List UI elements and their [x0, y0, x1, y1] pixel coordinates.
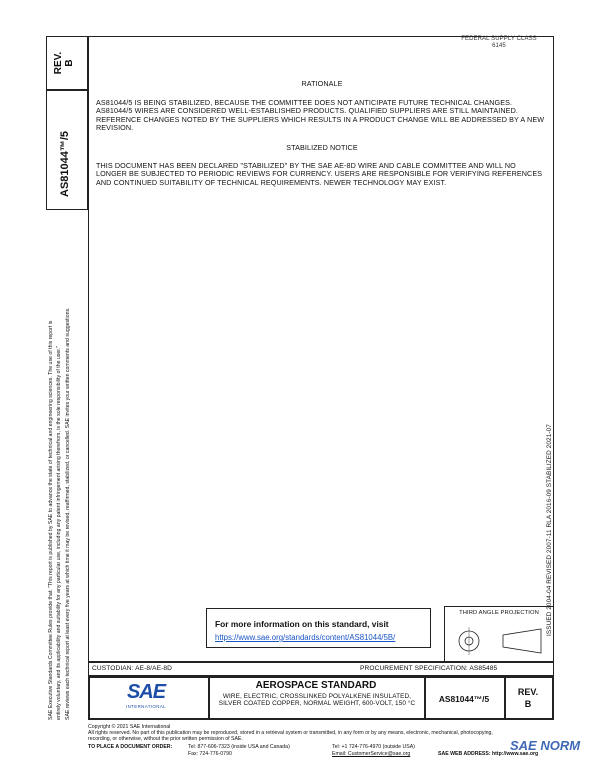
rights-line: All rights reserved. No part of this publication may be reproduced, stored in a retrieval system or transmitted, in any form or by any means, electronic, mechanical, photocopying, [88, 730, 493, 736]
title-block-doc-number: AS81044™/5 [438, 694, 490, 704]
more-info-text: For more information on this standard, visit [215, 619, 389, 629]
fax-number: Fax: 724-776-0790 [188, 751, 232, 757]
rationale-body: AS81044/5 IS BEING STABILIZED, BECAUSE THE COMMITTEE DOES NOT ANTICIPATE FUTURE TECHNICAL CHANGES. AS81044/5 WIRES ARE CONSIDERED WELL-ESTABLISHED PRODUCTS. QUALIFIED SUPPLIERS ARE STILL MAINTAINED. REFERENCE CHANGES NOTED BY THE SUPPLIERS WHICH RESULTS IN A PRODUCT CHANGE WILL BE ADDRESSED BY A NEW REVISION. [96, 98, 545, 133]
rationale-heading: RATIONALE [301, 79, 343, 88]
aerospace-standard-title: AEROSPACE STANDARD [255, 680, 377, 691]
stabilized-notice-heading: STABILIZED NOTICE [286, 143, 358, 152]
rights-line-2: recording, or otherwise, without the prior written permission of SAE. [88, 736, 243, 742]
third-angle-projection-box [444, 606, 554, 662]
customer-service-email[interactable]: Email: CustomerService@sae.org [332, 751, 411, 757]
document-description: WIRE, ELECTRIC, CROSSLINKED POLYALKENE INSULATED, SILVER COATED COPPER, NORMAL WEIGHT, 600-VOLT, 150 °C [218, 693, 416, 708]
custodian-text: CUSTODIAN: AE-8/AE-8D [92, 665, 173, 672]
title-block-rev [504, 686, 552, 710]
document-dates: ISSUED 2004-04 REVISED 2007-11 RLA 2016-09 STABILIZED 2021-07 [546, 424, 553, 636]
rev-box [46, 36, 88, 90]
rev-value: B [64, 59, 75, 67]
federal-supply-class-label: FEDERAL SUPPLY CLASS [461, 36, 537, 42]
projection-symbol-icon [445, 617, 553, 661]
sae-web-address[interactable]: SAE WEB ADDRESS: http://www.sae.org [438, 751, 539, 757]
copyright-line: Copyright © 2021 SAE International [88, 724, 171, 730]
standard-link[interactable]: https://www.sae.org/standards/content/AS81044/5B/ [215, 633, 396, 642]
procurement-text: PROCUREMENT SPECIFICATION: AS85485 [360, 665, 498, 672]
tel-outside-usa: Tel: +1 724-776-4970 (outside USA) [332, 744, 415, 750]
title-block-rev-label: REV. [517, 687, 539, 697]
doc-number-vertical: AS81044™/5 [59, 130, 71, 197]
order-label: TO PLACE A DOCUMENT ORDER: [88, 744, 173, 750]
sae-logo [116, 680, 176, 716]
sae-rules-line-1: SAE Executive Standards Committee Rules provide that: "This report is published by SAE to advance the state of technical and engineering sciences. The use of this report is [48, 320, 54, 720]
rev-label: REV. [53, 51, 64, 75]
more-info-box [206, 608, 431, 648]
tel-usa-canada: Tel: 877-606-7323 (inside USA and Canada) [188, 744, 290, 750]
title-block-rev-value: B [524, 699, 532, 709]
sae-rules-line-2: entirely voluntary, and its applicability and suitability for any particular use, including any patent infringement arising therefrom, is the sole responsibility of the user." [56, 346, 62, 720]
third-angle-label: THIRD ANGLE PROJECTION [459, 610, 539, 616]
watermark: SAE NORM [510, 738, 581, 753]
sae-logo-text: SAE [126, 681, 166, 703]
sae-rules-line-3: SAE reviews each technical report at least every five years at which time it may be revised, reaffirmed, stabilized, or cancelled. SAE invites your written comments and suggestions. [65, 307, 71, 720]
sae-logo-subtext: INTERNATIONAL [125, 704, 166, 709]
federal-supply-class-value: 6145 [492, 43, 506, 49]
stabilized-notice-body: THIS DOCUMENT HAS BEEN DECLARED "STABILIZED" BY THE SAE AE-8D WIRE AND CABLE COMMITTEE AND WILL NO LONGER BE SUBJECTED TO PERIODIC REVIEWS FOR CURRENCY. USERS ARE RESPONSIBLE FOR VERIFYING REFERENCES AND CONTINUED SUITABILITY OF TECHNICAL REQUIREMENTS. NEWER TECHNOLOGY MAY EXIST. [96, 161, 543, 187]
